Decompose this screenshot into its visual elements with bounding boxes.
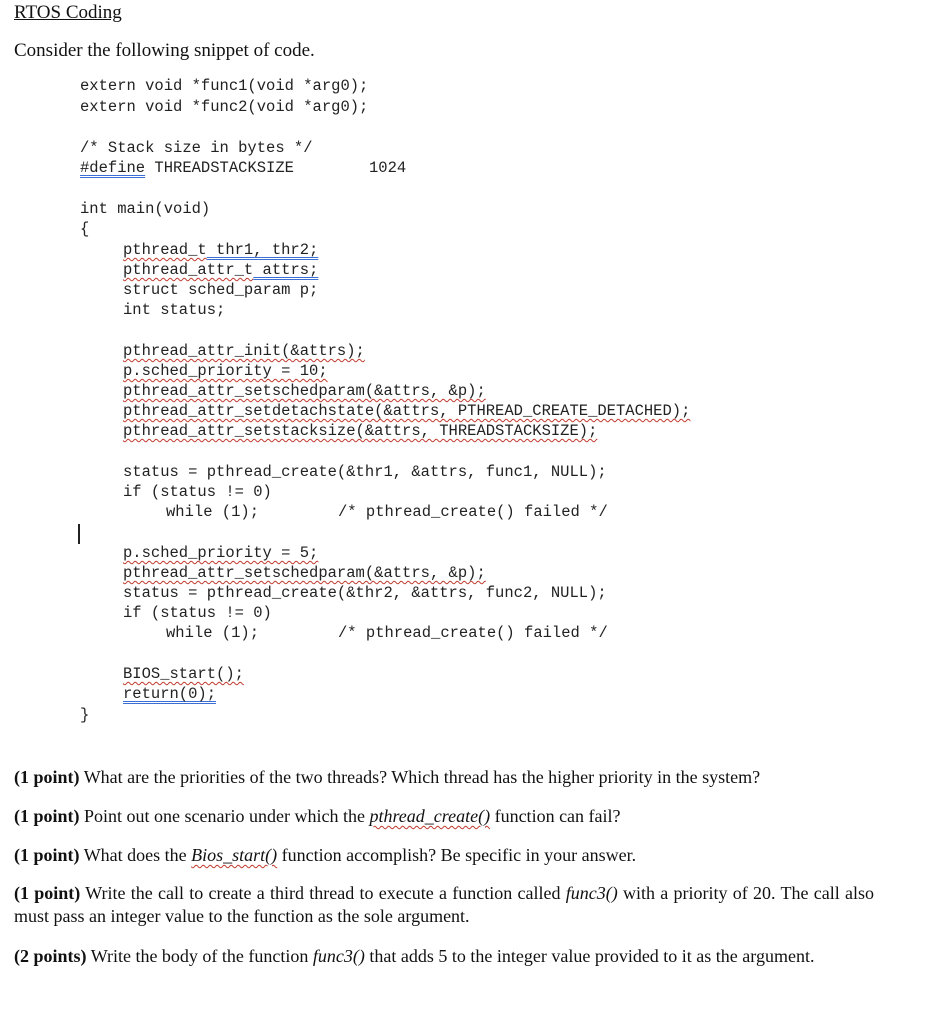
define-value: 1024: [369, 159, 407, 177]
question-5: [14, 945, 874, 968]
code-attr-init: pthread_attr_init(&attrs);: [123, 342, 365, 360]
question-text: What does the: [79, 845, 192, 865]
code-setschedparam-2: pthread_attr_setschedparam(&attrs, &p);: [123, 564, 486, 582]
code-decl-attrs: [123, 260, 318, 280]
question-function-name: func3(): [312, 946, 365, 966]
code-if-status-2: if (status != 0): [123, 604, 272, 622]
code-decl-param: struct sched_param p;: [123, 281, 319, 299]
define-name: THREADSTACKSIZE: [145, 159, 294, 177]
code-open-brace: {: [80, 220, 90, 238]
code-comment-failed-1: /* pthread_create() failed */: [338, 503, 608, 521]
define-keyword: #define: [80, 159, 146, 177]
code-while-2: while (1);: [166, 624, 260, 642]
text-cursor: [78, 524, 80, 544]
question-1: [14, 766, 874, 789]
question-text: What are the priorities of the two threads? Which thread has the higher priority in the system?: [79, 767, 761, 787]
code-decl-threads: [123, 240, 318, 260]
question-function-name: pthread_create(): [369, 806, 491, 826]
code-priority-10: p.sched_priority = 10;: [123, 362, 328, 380]
intro-text: Consider the following snippet of code.: [14, 40, 315, 61]
question-function-name: Bios_start(): [191, 845, 278, 865]
code-priority-5: p.sched_priority = 5;: [123, 544, 319, 562]
code-line-extern-func1: extern void *func1(void *arg0);: [80, 77, 369, 95]
code-setschedparam-1: pthread_attr_setschedparam(&attrs, &p);: [123, 382, 486, 400]
code-setdetachstate: pthread_attr_setdetachstate(&attrs, PTHREAD_CREATE_DETACHED);: [123, 402, 691, 420]
question-points: (1 point): [14, 845, 80, 865]
code-comment-stack: /* Stack size in bytes */: [80, 139, 313, 157]
question-points: (1 point): [14, 806, 80, 826]
code-if-status-1: if (status != 0): [123, 483, 272, 501]
code-return: return(0);: [123, 685, 217, 703]
question-points: (2 points): [14, 946, 87, 966]
question-function-name: func3(): [565, 883, 618, 903]
question-text: with a priority of 20. The call also must pass an integer value to the function as the sole argument.: [14, 883, 874, 926]
code-line-extern-func2: extern void *func2(void *arg0);: [80, 98, 369, 116]
decl-rest: thr1, thr2;: [206, 241, 319, 259]
question-points: (1 point): [14, 883, 81, 903]
page-title: RTOS Coding: [14, 2, 122, 23]
question-text: Point out one scenario under which the: [79, 806, 370, 826]
question-text: function can fail?: [490, 806, 621, 826]
question-text: Write the call to create a third thread to execute a function called: [80, 883, 566, 903]
code-comment-failed-2: /* pthread_create() failed */: [338, 624, 608, 642]
code-line-define: [80, 158, 294, 178]
question-text: Write the body of the function: [86, 946, 313, 966]
question-text: that adds 5 to the integer value provided to it as the argument.: [364, 946, 815, 966]
code-bios-start: BIOS_start();: [123, 665, 244, 683]
question-points: (1 point): [14, 767, 80, 787]
question-text: function accomplish? Be specific in your answer.: [277, 845, 637, 865]
question-2: [14, 805, 874, 828]
code-while-1: while (1);: [166, 503, 260, 521]
code-close-brace: }: [80, 706, 90, 724]
code-create-thr2: status = pthread_create(&thr2, &attrs, func2, NULL);: [123, 584, 607, 602]
code-main-signature: int main(void): [80, 200, 211, 218]
code-decl-status: int status;: [123, 301, 226, 319]
code-setstacksize: pthread_attr_setstacksize(&attrs, THREADSTACKSIZE);: [123, 422, 598, 440]
decl-type: pthread_t: [123, 241, 207, 259]
code-create-thr1: status = pthread_create(&thr1, &attrs, func1, NULL);: [123, 463, 607, 481]
question-3: [14, 844, 874, 867]
decl-rest: attrs;: [253, 261, 319, 279]
decl-type: pthread_attr_t: [123, 261, 254, 279]
question-4: [14, 882, 874, 928]
